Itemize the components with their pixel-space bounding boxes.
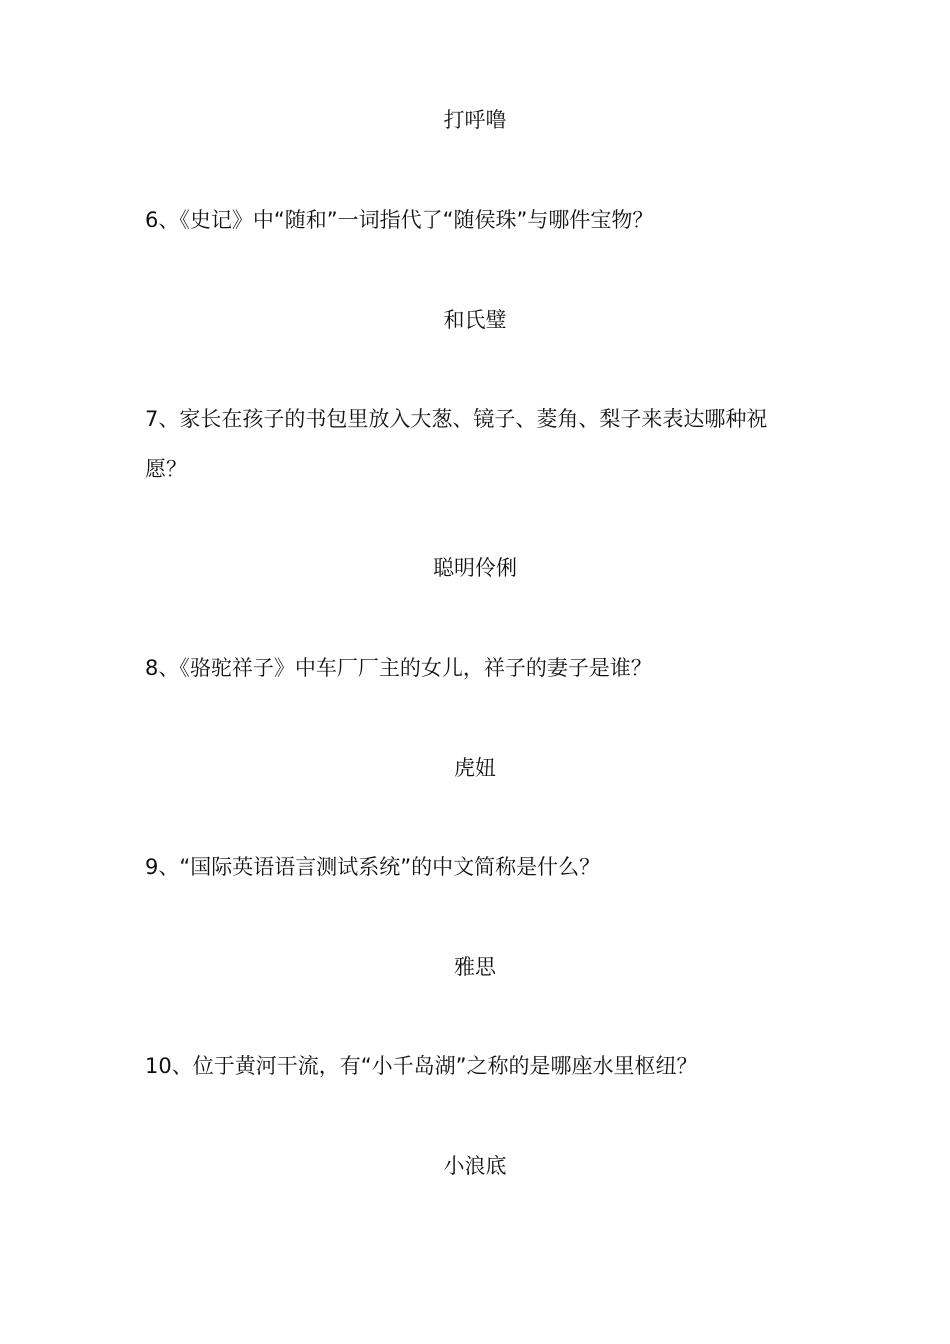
answer-text: 打呼噜 xyxy=(443,108,507,132)
question-text-continued: 愿？ xyxy=(145,457,187,481)
answer-text: 小浪底 xyxy=(443,1154,507,1178)
answer-text: 和氏璧 xyxy=(443,308,507,332)
answer-text: 虎妞 xyxy=(454,756,496,780)
question-text: 7、家长在孩子的书包里放入大葱、镜子、菱角、梨子来表达哪种祝 xyxy=(145,407,768,431)
answer-text: 聪明伶俐 xyxy=(433,556,517,580)
answer-text: 雅思 xyxy=(454,955,496,979)
question-text: 8、《骆驼祥子》中车厂厂主的女儿，祥子的妻子是谁？ xyxy=(145,656,652,680)
question-text: 6、《史记》中“随和”一词指代了“随侯珠”与哪件宝物？ xyxy=(145,208,654,232)
question-text: 10、位于黄河干流，有“小千岛湖”之称的是哪座水里枢纽？ xyxy=(145,1054,698,1078)
question-text: 9、“国际英语语言测试系统”的中文简称是什么？ xyxy=(145,855,601,879)
